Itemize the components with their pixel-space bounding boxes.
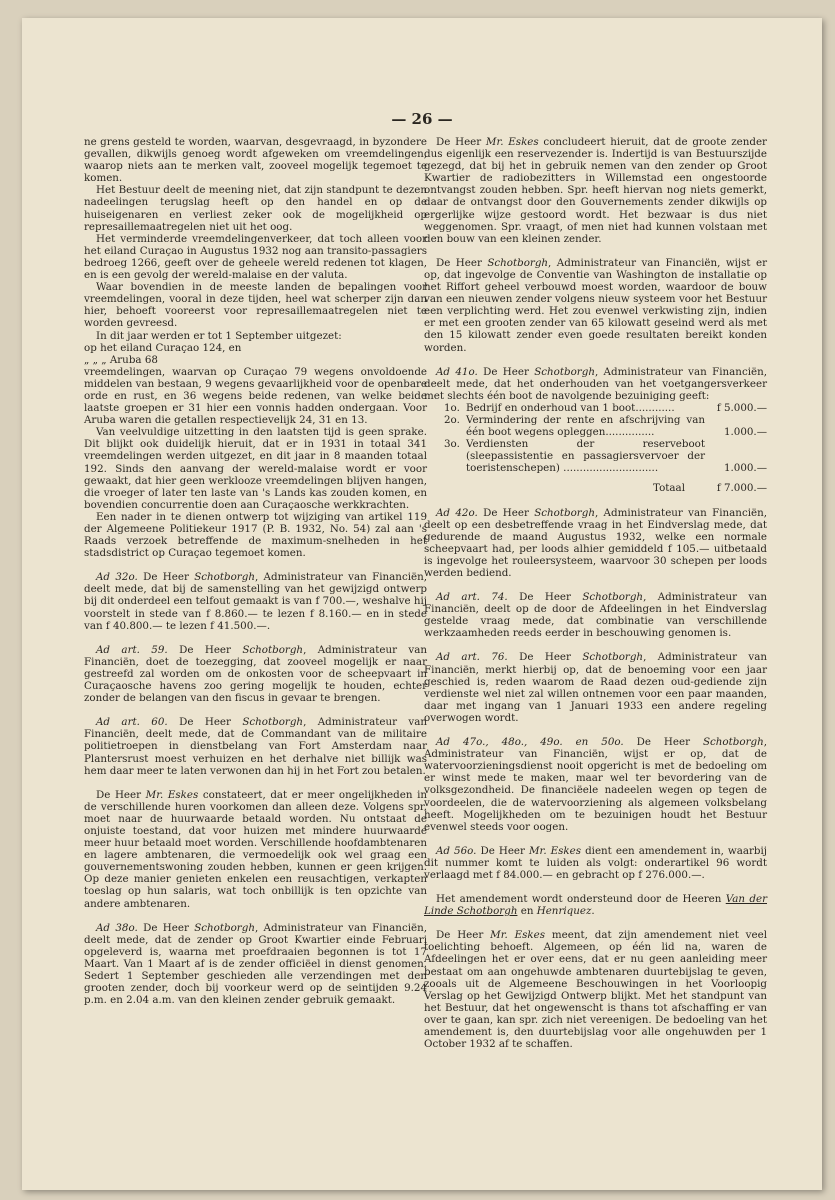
text: Het amendement wordt ondersteund door de Heeren — [436, 893, 726, 906]
speaker-name: Schotborgh — [242, 643, 304, 656]
section-heading: Ad art. 76. — [436, 651, 508, 664]
text: , Administrateur van Financiën, deelt mede, dat het onderhouden van het voetgangersverkeer met slechts één boot de navolgende bezuiniging geeft: — [424, 365, 767, 402]
speaker-name: Mr. Eskes — [145, 788, 199, 801]
speaker-name: Schotborgh — [242, 716, 304, 729]
speaker-name: Henriquez — [536, 905, 592, 918]
section-amendement-ondersteund — [424, 893, 767, 917]
speaker-name: Mr. Eskes — [485, 136, 539, 148]
text: De Heer — [507, 591, 583, 604]
paragraph: „ „ „ Aruba 68 — [84, 353, 158, 366]
paragraph: Een nader in te dienen ontwerp tot wijziging van artikel 119 der Algemeene Politiekeur 1917 (P. B. 1932, No. 54) zal aan 's Raads verzoek betreffende de maximum-snelheden in het stadsdistrict op Curaçao tegemoet komen. — [84, 510, 427, 560]
text: concludeert hieruit, dat de groote zender dus eigenlijk een reservezender is. Indertijd is van Bestuurszijde gezegd, dat bij het in gebruik nemen van den zender op Groot Kwartier de radiobezitters in Willemstad een ongestoorde ontvangst zouden hebben. Spr. heeft hiervan nog niets gemerkt, daar de ontvangst door den Gouvernements zender dikwijls op ergerlijke wijze gestoord wordt. Het bezwaar is dus niet weggenomen. Spr. vraagt, of men niet had kunnen volstaan met den bouw van een kleinen zender. — [424, 136, 767, 245]
section-42 — [424, 507, 767, 580]
text: De Heer — [436, 256, 488, 269]
item-text: Vermindering der rente en afschrijving van één boot wegens opleggen............... — [466, 413, 705, 439]
item-number: 3o. — [444, 438, 460, 451]
text: De Heer — [623, 736, 703, 749]
section-art-59 — [84, 644, 427, 704]
section-art-76 — [424, 651, 767, 724]
section-heading: Ad 38o. — [96, 921, 138, 934]
text: , Administrateur van Financiën, deelt mede, dat de zender op Groot Kwartier einde Februari opgeleverd is, waarna met proefdraaien begonnen is tot 17 Maart. Van 1 Maart af is de zender officiëel in dienst genomen. Sedert 1 September geschieden alle verzendingen met den grooten zender, doch bij voorkeur werd op de seintijden 9.24 p.m. en 2.04 a.m. van den kleinen zender gebruik gemaakt. — [84, 921, 427, 1007]
text: dient een amendement in, waarbij dit nummer komt te luiden als volgt: onderartikel 96 wordt verlaagd met f 84.000.— en gebracht op f 276.000.—. — [424, 844, 767, 881]
page-number: — 26 — — [391, 110, 453, 128]
speaker-name: Schotborgh — [582, 591, 644, 604]
section-art-74 — [424, 591, 767, 639]
paragraph: vreemdelingen, waarvan op Curaçao 79 wegens onvoldoende middelen van bestaan, 9 wegens gevaarlijkheid voor de openbare orde en rust, en 36 wegens beide redenen, van welke beide laatste groepen er 31 hier een vonnis hadden ondergaan. Voor Aruba waren die getallen respectievelijk 24, 31 en 13. — [84, 365, 427, 427]
text: De Heer — [476, 844, 529, 857]
total-row — [424, 474, 767, 494]
speaker-name: Schotborgh — [702, 736, 764, 749]
speaker-name: Schotborgh — [582, 651, 644, 664]
text: De Heer — [436, 136, 486, 148]
section-art-60 — [84, 716, 427, 776]
text: De Heer — [507, 651, 583, 664]
section-heading: Ad 42o. — [436, 506, 478, 519]
item-number: 1o. — [444, 401, 460, 414]
section-eskes-amendement — [424, 929, 767, 1050]
paragraph: Van veelvuldige uitzetting in den laatsten tijd is geen sprake. Dit blijkt ook duidelijk hieruit, dat er in 1931 in totaal 341 vreemdelingen werden uitgezet, en dit jaar in 8 maanden totaal 192. Sinds den aanvang der wereld-malaise wordt er voor gewaakt, dat hier geen werklooze vreemdelingen blijven hangen, die vroeger of later ten laste van 's Lands kas zouden komen, en bovendien concurrentie doen aan Curaçaosche werkkrachten. — [84, 426, 427, 511]
speaker-name: Mr. Eskes — [490, 929, 546, 942]
speaker-name: Schotborgh — [534, 506, 595, 519]
speaker-name: Schotborgh — [194, 921, 255, 934]
table-row — [424, 414, 767, 438]
text: , Administrateur van Financiën, merkt hierbij op, dat de benoeming voor een jaar geschied is, reden waarom de Raad dezen oud-gediende zijn verdienste wel niet zal willen ontnemen voor een paar maanden, daar met ingang van 1 Januari 1933 een andere regeling overwogen wordt. — [424, 651, 768, 724]
speaker-names: Van der Linde Schotborgh — [424, 893, 767, 918]
paragraph: Het Bestuur deelt de meening niet, dat zijn standpunt te dezen nadeelingen terugslag heeft op den handel en op de huiseigenaren en verliest zeker ook de mogelijkheid op represaillemaatregelen niet uit het oog. — [84, 184, 427, 233]
text: , Administrateur van Financiën, wijst er op, dat ingevolge de Conventie van Washington de installatie op het Riffort geheel verbouwd moest worden, waardoor de bouw van een nieuwen zender volgens nieuw systeem voor het Bestuur een verplichting werd. Het zou evenwel verkwisting zijn, indien er met een grooten zender van 65 kilowatt geseind werd als met den 15 kilowatt zender even goede resultaten bereikt konden worden. — [424, 256, 767, 354]
section-eskes-huren — [84, 789, 427, 910]
text: . — [591, 905, 595, 918]
text: De Heer — [436, 929, 491, 942]
savings-table — [424, 402, 767, 495]
section-56 — [424, 845, 767, 881]
table-row — [424, 438, 767, 474]
text: De Heer — [477, 506, 535, 519]
section-heading: Ad art. 74. — [436, 591, 508, 604]
paragraph: op het eiland Curaçao 124, en — [84, 341, 242, 354]
section-41 — [424, 366, 767, 402]
section-heading: Ad art. 59. — [96, 643, 168, 656]
left-column — [84, 136, 427, 1006]
paragraph: In dit jaar werden er tot 1 September uitgezet: — [96, 329, 342, 342]
document-page — [22, 18, 822, 1190]
text: , Administrateur van Financiën, deelt mede, dat bij de samenstelling van het gewijzigd ontwerp bij dit onderdeel een telfout gemaakt is van f 700.—, weshalve hij voorstelt in stede van f 8.860.— te lezen f 8.160.— en in stede van f 40.800.— te lezen f 41.500.—. — [84, 571, 427, 632]
section-heading: Ad 32o. — [96, 571, 138, 584]
speaker-name: Schotborgh — [534, 365, 595, 378]
text: , Administrateur van Financiën, deelt op een desbetreffende vraag in het Eindverslag mede, dat gedurende de maand Augustus 1932, welke een normale scheepvaart had, per loods alhier gemiddeld f 105.— uitbetaald is ingevolge het rouleersysteem, waarvoor 30 schepen per loods werden bediend. — [424, 506, 767, 579]
section-32 — [84, 571, 427, 631]
text: De Heer — [137, 921, 195, 934]
paragraph: Het verminderde vreemdelingenverkeer, dat toch alleen voor het eiland Curaçao in Augustus 1932 nog aan transito-passagiers bedroeg 1266, geeft over de geheele wereld redenen tot klagen, en is een gevolg der wereld-malaise en der valuta. — [84, 232, 427, 282]
text: De Heer — [167, 716, 243, 729]
item-amount: 1.000.— — [723, 462, 767, 475]
item-amount: 1.000.— — [723, 426, 767, 439]
item-text: Bedrijf en onderhoud van 1 boot............ — [466, 401, 675, 414]
paragraph: Waar bovendien in de meeste landen de bepalingen voor vreemdelingen, vooral in deze tijden, heel wat scherper zijn dan hier, behoeft vooreerst voor represaillemaatregelen niet te worden gevreesd. — [84, 281, 427, 330]
text: De Heer — [477, 365, 535, 378]
text: , Administrateur van Financiën, doet de toezegging, dat zooveel mogelijk er naar gestreefd zal worden om de onkosten voor de scheepvaart in Curaçaosche havens zoo gering mogelijk te houden, echter zonder de belangen van den fiscus in gevaar te brengen. — [84, 643, 428, 705]
speaker-name: Schotborgh — [194, 571, 255, 584]
text: , Administrateur van Financiën, deelt op de door de Afdeelingen in het Eindverslag gestelde vraag mede, dat combinatie van verschillende werkzaamheden reeds eerder in beschouwing genomen is. — [424, 591, 768, 640]
text: , Administrateur van Financiën, wijst er op, dat de watervoorzieningsdienst nooit opgericht is met de bedoeling om er winst mede te maken, maar wel ter bevordering van de volksgezondheid. De financiëele nadeelen wegen op tegen de voordeelen, die de watervoorziening als algemeen volksbelang heeft. Mogelijkheden om te bezuinigen houdt het Bestuur evenwel steeds voor oogen. — [424, 736, 767, 833]
section-heading: Ad 47o., 48o., 49o. en 50o. — [436, 736, 624, 749]
text: De Heer — [167, 643, 243, 656]
section-heading: Ad art. 60. — [96, 716, 168, 729]
section-heading: Ad 41o. — [436, 365, 478, 378]
section-38 — [84, 922, 427, 1007]
item-amount: f 5.000.— — [716, 401, 767, 414]
right-column — [424, 136, 767, 1050]
text: en — [517, 905, 537, 918]
text: meent, dat zijn amendement niet veel toelichting behoeft. Algemeen, op één lid na, waren de Afdeelingen het er over eens, dat er nu geen aanleiding meer bestaat om aan ongehuwde ambtenaren duurtebijslag te geven, zooals uit de Algemeene Beschouwingen in het Voorloopig Verslag op het Gewijzigd Ontwerp blijkt. Met het standpunt van het Bestuur, dat het ongewenscht is thans tot afschaffing er van over te gaan, kan spr. zich niet vereenigen. De bedoeling van het amendement is, den duurtebijslag voor alle ongehuwden per 1 October 1932 af te schaffen. — [424, 929, 767, 1051]
speaker-name: Schotborgh — [487, 256, 549, 269]
text: De Heer — [96, 788, 146, 801]
text: De Heer — [137, 571, 195, 584]
total-label: Totaal — [653, 482, 685, 495]
section-47-50 — [424, 736, 767, 833]
section-heading: Ad 56o. — [436, 844, 477, 857]
item-text: Verdiensten der reserveboot (sleepassistentie en passagiersvervoer der toeristenschepen) ............................. — [466, 438, 705, 475]
item-number: 2o. — [444, 413, 460, 426]
paragraph: ne grens gesteld te worden, waarvan, desgevraagd, in byzondere gevallen, dikwijls genoeg wordt afgeweken om vreemdelingen, waarop niets aan te merken valt, zooveel mogelijk tegemoet te komen. — [84, 136, 427, 185]
table-row — [424, 402, 767, 414]
text: constateert, dat er meer ongelijkheden in de verschillende huren voorkomen dan alleen deze. Volgens spr. moet naar de huurwaarde betaald worden. Nu ontstaat de onjuiste toestand, dat voor huizen met mindere huurwaarde meer huur betaald moet worden. Verschillende hoofdambtenaren en lagere ambtenaren, die vermoedelijk ook wel graag een gouvernementswoning zouden hebben, kunnen er geen krijgen. Op deze manier genieten enkelen een reusachtigen, verkapten toeslag op hun salaris, wat toch onbillijk is ten opzichte van andere ambtenaren. — [84, 788, 427, 910]
section-schotborgh-zender — [424, 257, 767, 354]
speaker-name: Mr. Eskes — [528, 844, 582, 857]
text: , Administrateur van Financiën, deelt mede, dat de Commandant van de militaire politietroepen in dienstbelang van Fort Amsterdam naar Plantersrust moest verhuizen en het derhalve niet billijk was hem daar meer te laten verwonen dan hij in het Fort zou betalen. — [84, 716, 428, 777]
total-amount: f 7.000.— — [716, 482, 767, 495]
section-eskes-zender — [424, 136, 767, 245]
